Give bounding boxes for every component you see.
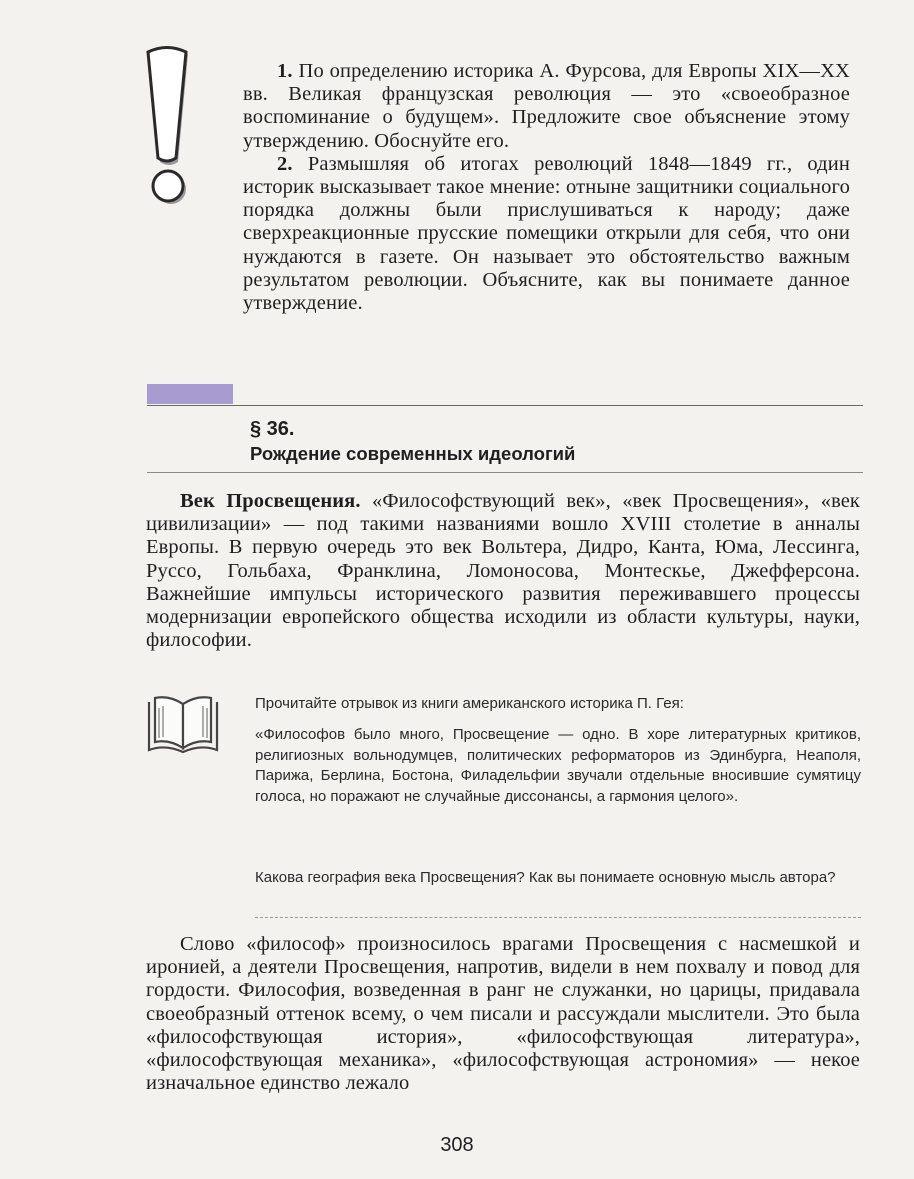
questions-block xyxy=(243,60,850,315)
section-top-rule xyxy=(147,405,863,406)
source-divider xyxy=(255,917,861,918)
page-number: 308 xyxy=(440,1134,474,1156)
section-color-marker xyxy=(147,384,233,404)
section-title: Рождение современных идеологий xyxy=(250,443,576,464)
exclamation-icon xyxy=(140,46,198,208)
runin-heading: Век Просвещения. xyxy=(180,490,361,512)
section-number: § 36. xyxy=(250,418,295,440)
question-1: 1. По определению историка А. Фурсова, для Европы XIX—XX вв. Великая французская революция — это «своеобразное воспоминание о будущем». Предложите свое объяснение этому утверждению. Обоснуйте его. xyxy=(243,60,850,152)
source-question: Какова география века Просвещения? Как вы понимаете основную мысль автора? xyxy=(255,869,836,886)
paragraph-philosopher: Слово «философ» произносилось врагами Просвещения с насмешкой и иронией, а деятели Просвещения, напротив, видели в нем похвалу и повод для гордости. Философия, возведенная в ранг не служанки, но царицы, придавала своеобразный оттенок всему, о чем писали и рассуждали мыслители. Это была «философствующая история», «философствующая литература», «философствующая механика», «философствующая астрономия» — некое изначальное единство лежало xyxy=(146,933,860,1095)
paragraph-enlightenment: Век Просвещения. «Философствующий век», «век Просвещения», «век цивилизации» — под такими названиями вошло XVIII столетие в анналы Европы. В первую очередь это век Вольтера, Дидро, Канта, Юма, Лессинга, Руссо, Гольбаха, Франклина, Ломоносова, Монтескье, Джефферсона. Важнейшие импульсы исторического развития переживавшего процессы модернизации европейского общества исходили из области культуры, науки, философии. xyxy=(146,490,860,652)
section-bottom-rule xyxy=(147,472,863,473)
book-icon xyxy=(143,694,223,756)
question-2: 2. Размышляя об итогах революций 1848—1849 гг., один историк высказывает такое мнение: отныне защитники социального порядка должны были прислушиваться к народу; даже сверхреакционные прусские помещики открыли для себя, что они нуждаются в газете. Он называет это обстоятельство важным результатом революции. Объясните, как вы понимаете данное утверждение. xyxy=(243,152,850,315)
source-intro: Прочитайте отрывок из книги американского историка П. Гея: xyxy=(255,695,684,712)
source-quote: «Философов было много, Просвещение — одно. В хоре литературных критиков, религиозных вольнодумцев, политических реформаторов из Эдинбурга, Неаполя, Парижа, Берлина, Бостона, Филадельфии звучали отдельные вносившие сумятицу голоса, но поражают не случайные диссонансы, а гармония целого». xyxy=(255,726,861,805)
